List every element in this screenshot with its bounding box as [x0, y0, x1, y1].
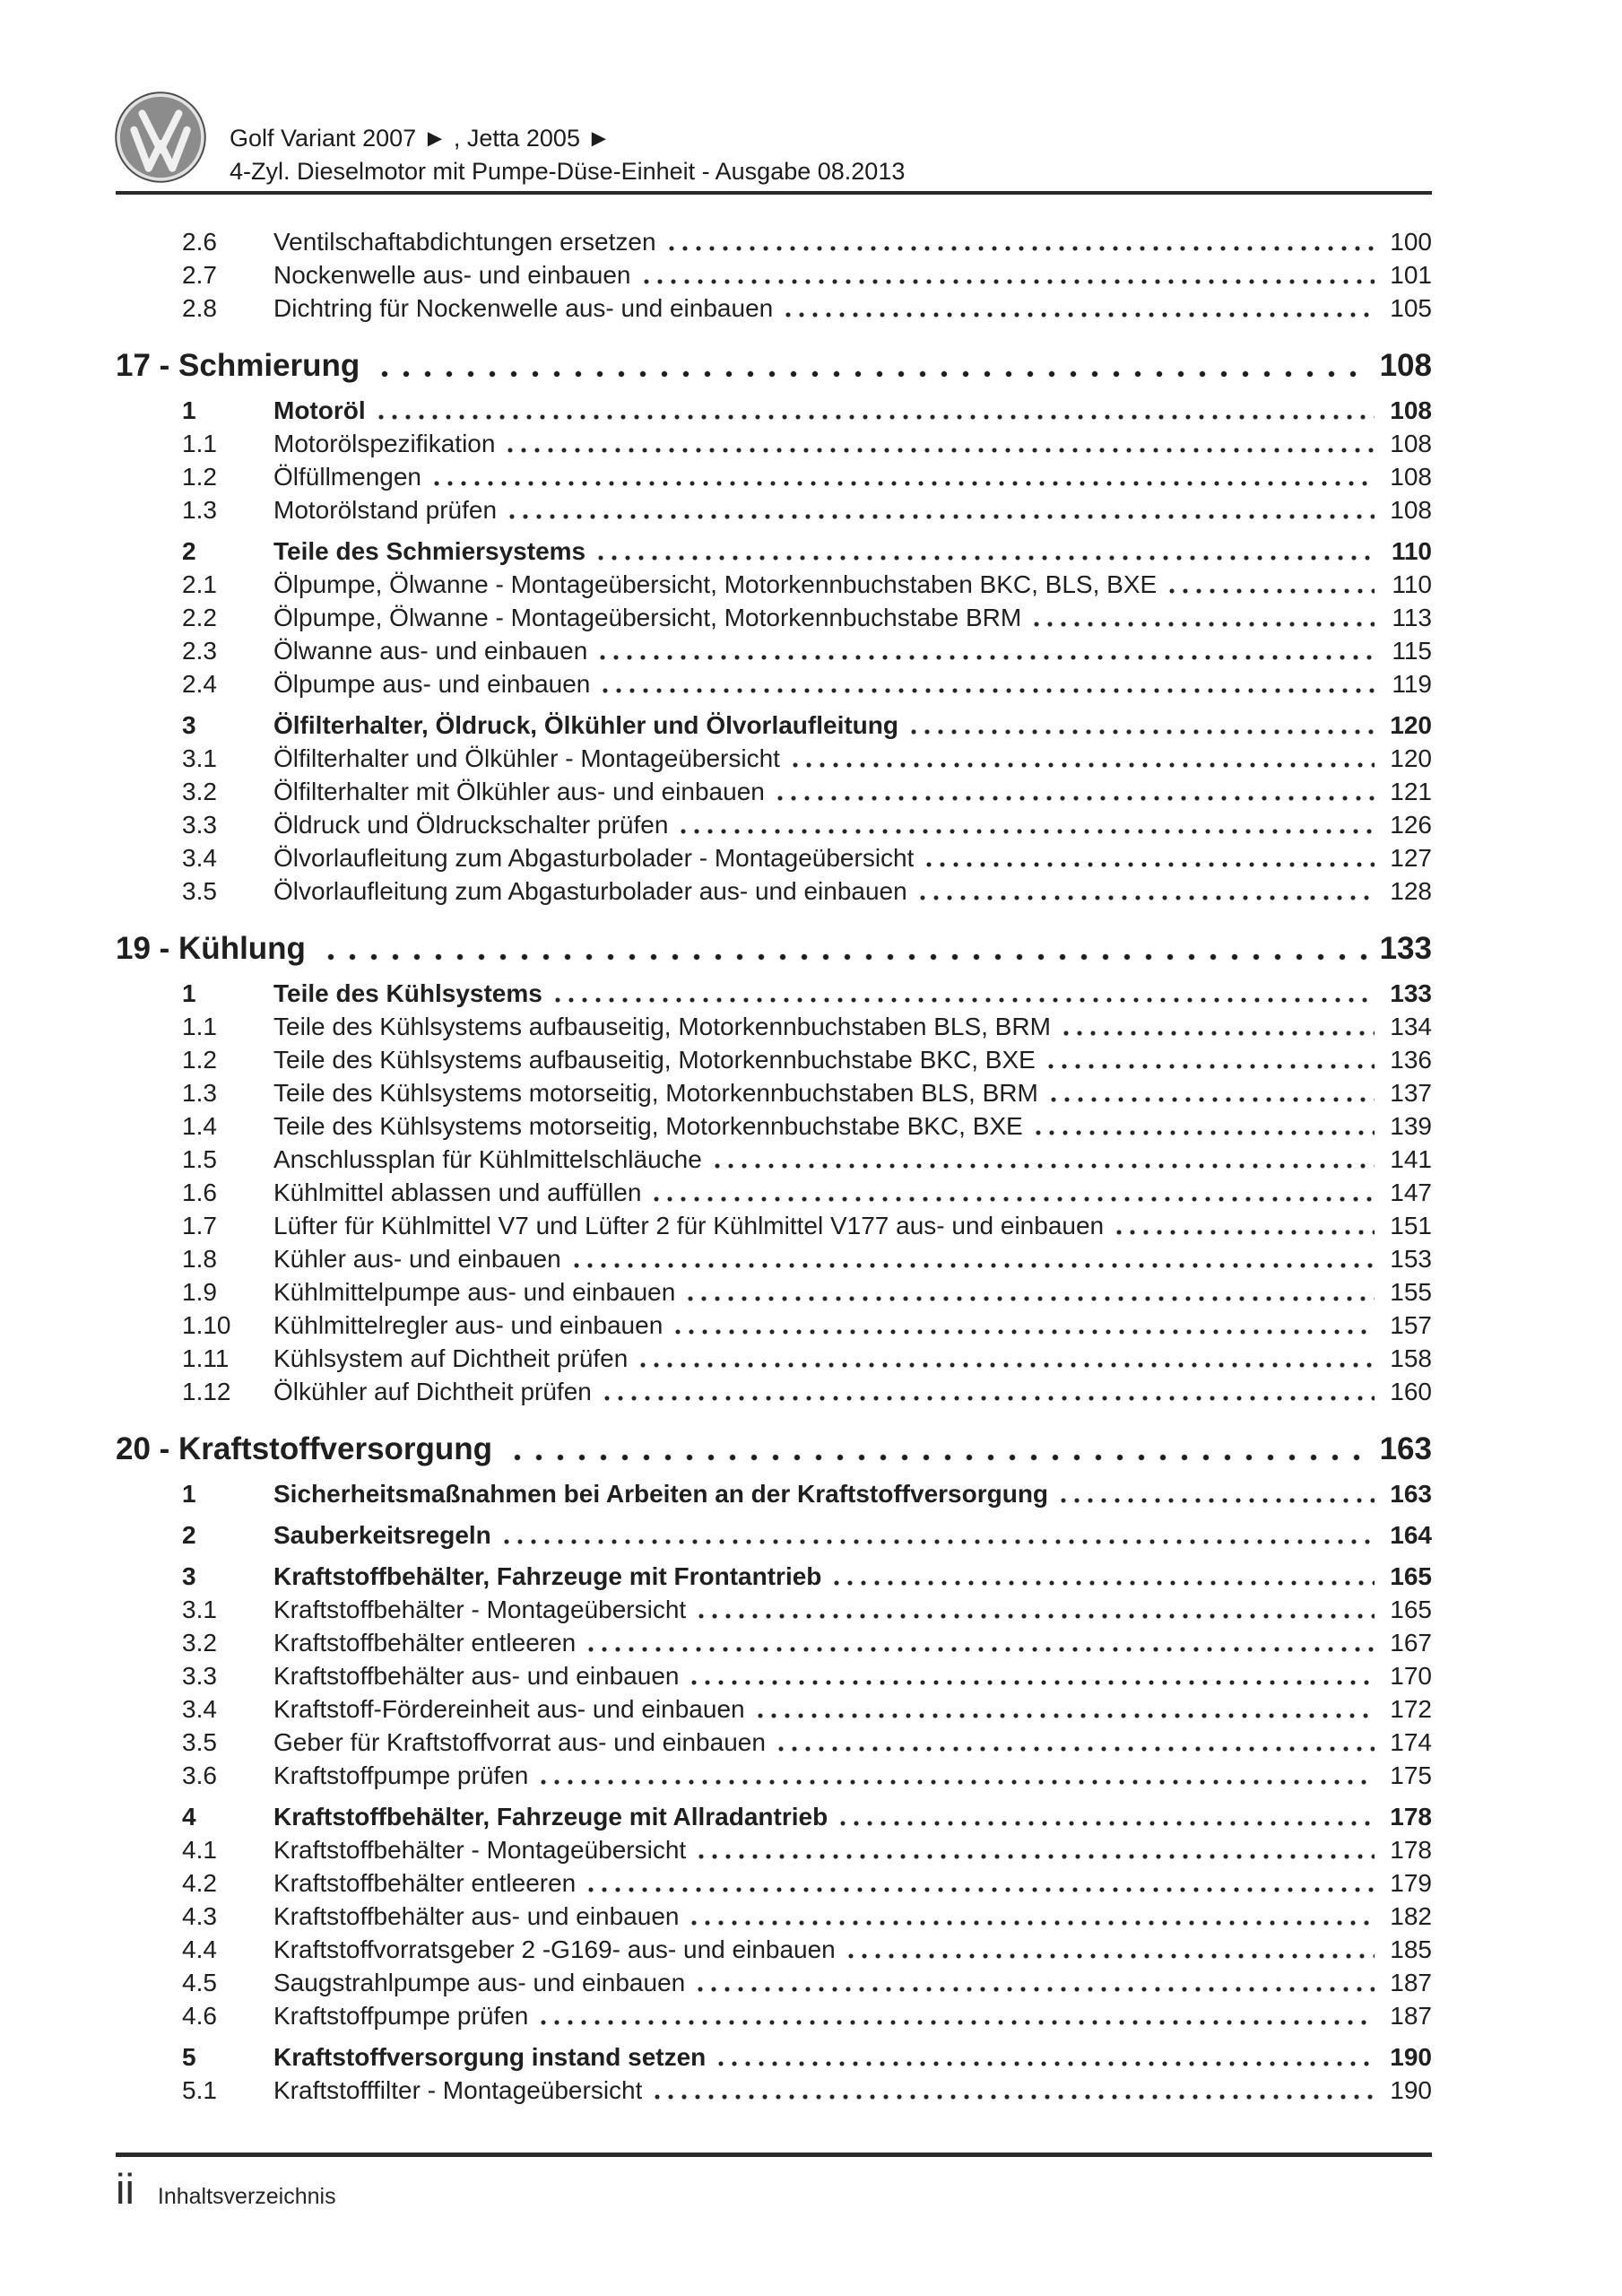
entry-title: Teile des Kühlsystems aufbauseitig, Motorkennbuchstaben BLS, BRM — [273, 1013, 1051, 1040]
toc-entry — [182, 743, 1432, 776]
dot-leader — [1063, 1030, 1375, 1037]
entry-number: 4.6 — [182, 2002, 217, 2030]
footer-section-label: Inhaltsverzeichnis — [157, 2184, 336, 2209]
toc-entry — [182, 1044, 1432, 1077]
toc-entry — [182, 1760, 1432, 1793]
entry-page-number: 167 — [1390, 1629, 1432, 1657]
entry-title: Ölvorlaufleitung zum Abgasturbolader aus- und einbauen — [273, 877, 907, 905]
dot-leader — [504, 1538, 1375, 1545]
dot-leader — [698, 1613, 1375, 1620]
entry-page-number: 157 — [1390, 1311, 1432, 1339]
entry-page-number: 101 — [1390, 261, 1432, 289]
entry-number: 2.8 — [182, 294, 217, 322]
entry-number: 3.5 — [182, 877, 217, 905]
dot-leader — [541, 2019, 1375, 2026]
entry-title: Kraftstoffbehälter aus- und einbauen — [273, 1662, 680, 1690]
entry-title: Kraftstoffbehälter - Montageübersicht — [273, 1596, 687, 1623]
entry-page-number: 178 — [1390, 1836, 1432, 1864]
entry-title: Teile des Kühlsystems motorseitig, Motorkennbuchstaben BLS, BRM — [273, 1079, 1038, 1107]
entry-number: 3 — [182, 711, 196, 739]
dot-leader — [327, 952, 1369, 961]
entry-number: 4.5 — [182, 1969, 217, 1996]
dot-leader — [509, 513, 1375, 520]
entry-page-number: 108 — [1390, 496, 1432, 524]
entry-number: 4.4 — [182, 1935, 217, 1963]
entry-page-number: 190 — [1390, 2076, 1432, 2104]
toc-entry — [182, 842, 1432, 875]
toc-entry — [182, 1210, 1432, 1243]
header-text — [230, 122, 905, 188]
chapter-label: 19 - Kühlung — [116, 931, 306, 966]
dot-leader — [514, 1453, 1369, 1462]
entry-title: Kraftstoffbehälter aus- und einbauen — [273, 1902, 680, 1930]
entry-number: 1.4 — [182, 1112, 217, 1140]
toc-entry — [182, 1726, 1432, 1760]
entry-number: 1.10 — [182, 1311, 231, 1339]
dot-leader — [688, 1295, 1375, 1302]
entry-page-number: 120 — [1390, 711, 1432, 739]
entry-number: 1.8 — [182, 1245, 217, 1273]
entry-page-number: 119 — [1392, 670, 1432, 698]
toc-entry — [182, 1967, 1432, 2000]
entry-page-number: 128 — [1390, 877, 1432, 905]
entry-title: Kraftstoffpumpe prüfen — [273, 1761, 529, 1789]
toc-entry — [182, 1144, 1432, 1177]
entry-page-number: 155 — [1390, 1278, 1432, 1306]
entry-number: 4 — [182, 1803, 196, 1831]
entry-page-number: 108 — [1390, 463, 1432, 491]
entry-number: 2 — [182, 537, 196, 565]
entry-page-number: 182 — [1390, 1902, 1432, 1930]
chapter-page-number: 133 — [1379, 931, 1432, 966]
toc-entry — [182, 2041, 1432, 2074]
dot-leader — [598, 554, 1375, 561]
entry-page-number: 153 — [1390, 1245, 1432, 1273]
dot-leader — [698, 1986, 1375, 1993]
entry-title: Ölpumpe, Ölwanne - Montageübersicht, Motorkennbuchstaben BKC, BLS, BXE — [273, 570, 1158, 598]
entry-title: Sicherheitsmaßnahmen bei Arbeiten an der Kraftstoffversorgung — [273, 1480, 1049, 1508]
dot-leader — [669, 245, 1375, 252]
entry-number: 3 — [182, 1562, 196, 1590]
dot-leader — [926, 861, 1375, 868]
dot-leader — [718, 2060, 1375, 2067]
entry-page-number: 126 — [1390, 811, 1432, 839]
dot-leader — [588, 1646, 1375, 1653]
entry-number: 1.1 — [182, 430, 217, 457]
entry-title: Kühlmittelregler aus- und einbauen — [273, 1311, 664, 1339]
entry-page-number: 134 — [1390, 1013, 1432, 1040]
toc-entry — [182, 1177, 1432, 1210]
dot-leader — [848, 1952, 1375, 1960]
entry-number: 1.12 — [182, 1378, 231, 1405]
toc-entry — [182, 1934, 1432, 1967]
vw-logo-icon — [115, 91, 206, 183]
entry-number: 4.1 — [182, 1836, 217, 1864]
dot-leader — [1169, 587, 1375, 595]
entry-title: Motoröl — [273, 396, 366, 424]
toc-entry — [182, 494, 1432, 527]
entry-title: Ölvorlaufleitung zum Abgasturbolader - Montageübersicht — [273, 844, 915, 872]
entry-page-number: 120 — [1390, 744, 1432, 772]
entry-number: 3.3 — [182, 811, 217, 839]
entry-title: Teile des Kühlsystems aufbauseitig, Motorkennbuchstabe BKC, BXE — [273, 1046, 1036, 1074]
entry-number: 3.3 — [182, 1662, 217, 1690]
dot-leader — [555, 996, 1375, 1004]
entry-number: 3.6 — [182, 1761, 217, 1789]
entry-number: 2.3 — [182, 637, 217, 665]
entry-number: 5.1 — [182, 2076, 217, 2104]
header-edition-line: 4-Zyl. Dieselmotor mit Pumpe-Düse-Einheit - Ausgabe 08.2013 — [230, 158, 906, 185]
entry-number: 1.3 — [182, 496, 217, 524]
toc-entry — [182, 602, 1432, 635]
dot-leader — [1051, 1096, 1375, 1103]
entry-page-number: 165 — [1390, 1562, 1432, 1590]
entry-title: Kühlsystem auf Dichtheit prüfen — [273, 1344, 629, 1372]
dot-leader — [911, 728, 1375, 735]
dot-leader — [1116, 1229, 1375, 1236]
entry-page-number: 110 — [1391, 537, 1432, 565]
entry-page-number: 113 — [1392, 604, 1432, 631]
entry-number: 4.2 — [182, 1869, 217, 1897]
entry-title: Ölwanne aus- und einbauen — [273, 637, 588, 665]
toc-entry — [182, 428, 1432, 461]
toc-list — [116, 226, 1432, 2108]
entry-title: Kühlmittel ablassen und auffüllen — [273, 1178, 642, 1206]
dot-leader — [698, 1853, 1375, 1860]
entry-number: 1.2 — [182, 1046, 217, 1074]
dot-leader — [758, 1712, 1375, 1719]
dot-leader — [1048, 1063, 1375, 1070]
toc-entry — [182, 1276, 1432, 1309]
entry-number: 3.2 — [182, 1629, 217, 1657]
toc-entry — [182, 259, 1432, 292]
entry-number: 1.2 — [182, 463, 217, 491]
chapter-page-number: 163 — [1379, 1431, 1432, 1466]
toc-entry — [182, 2000, 1432, 2033]
entry-number: 1.7 — [182, 1212, 217, 1239]
entry-page-number: 172 — [1390, 1695, 1432, 1723]
dot-leader — [777, 795, 1375, 802]
entry-page-number: 136 — [1390, 1046, 1432, 1074]
entry-number: 5 — [182, 2043, 196, 2071]
header-divider — [116, 191, 1432, 195]
chapter-label: 20 - Kraftstoffversorgung — [116, 1431, 493, 1466]
toc-entry — [182, 1900, 1432, 1934]
toc-entry — [182, 1693, 1432, 1726]
toc-entry — [182, 2074, 1432, 2108]
entry-page-number: 110 — [1392, 570, 1432, 598]
entry-title: Anschlussplan für Kühlmittelschläuche — [273, 1145, 702, 1173]
entry-page-number: 158 — [1390, 1344, 1432, 1372]
dot-leader — [574, 1262, 1375, 1269]
entry-number: 1 — [182, 979, 196, 1007]
entry-number: 1 — [182, 396, 196, 424]
footer-divider — [116, 2152, 1432, 2157]
dot-leader — [604, 1395, 1375, 1402]
toc-entry — [182, 1594, 1432, 1627]
toc-entry — [182, 1627, 1432, 1660]
entry-title: Kühler aus- und einbauen — [273, 1245, 561, 1273]
entry-number: 2 — [182, 1521, 196, 1549]
toc-entry — [182, 226, 1432, 259]
entry-title: Teile des Kühlsystems — [273, 979, 542, 1007]
toc-entry — [182, 1376, 1432, 1409]
dot-leader — [778, 1745, 1375, 1752]
dot-leader — [507, 447, 1375, 454]
dot-leader — [381, 370, 1369, 378]
entry-number: 3.1 — [182, 744, 217, 772]
dot-leader — [378, 413, 1375, 421]
toc-entry — [182, 1011, 1432, 1044]
entry-page-number: 127 — [1390, 844, 1432, 872]
entry-number: 1 — [182, 1480, 196, 1508]
toc-entry — [182, 978, 1432, 1011]
entry-title: Kraftstoffversorgung instand setzen — [273, 2043, 707, 2071]
toc-entry — [182, 569, 1432, 602]
entry-number: 1.11 — [182, 1344, 230, 1372]
entry-number: 1.6 — [182, 1178, 217, 1206]
toc-entry — [182, 776, 1432, 809]
entry-title: Motorölstand prüfen — [273, 496, 498, 524]
dot-leader — [840, 1820, 1375, 1827]
entry-page-number: 190 — [1390, 2043, 1432, 2071]
dot-leader — [603, 687, 1375, 694]
header-model-line: Golf Variant 2007 ► , Jetta 2005 ► — [230, 125, 612, 152]
entry-number: 2.6 — [182, 228, 217, 256]
toc-entry — [182, 1243, 1432, 1276]
entry-page-number: 121 — [1390, 778, 1432, 805]
entry-number: 2.4 — [182, 670, 217, 698]
toc-entry — [182, 1077, 1432, 1110]
toc-entry — [182, 1801, 1432, 1834]
entry-title: Ölfüllmengen — [273, 463, 421, 491]
entry-title: Kraftstoffbehälter, Fahrzeuge mit Allradantrieb — [273, 1803, 828, 1831]
entry-page-number: 185 — [1390, 1935, 1432, 1963]
entry-number: 3.2 — [182, 778, 217, 805]
entry-page-number: 164 — [1390, 1521, 1432, 1549]
dot-leader — [600, 654, 1375, 661]
entry-page-number: 163 — [1390, 1480, 1432, 1508]
toc-entry — [182, 875, 1432, 909]
entry-number: 4.3 — [182, 1902, 217, 1930]
dot-leader — [675, 1328, 1375, 1335]
dot-leader — [1034, 621, 1375, 628]
toc-entry — [182, 709, 1432, 743]
toc-chapter-heading — [116, 344, 1432, 387]
entry-page-number: 170 — [1390, 1662, 1432, 1690]
entry-page-number: 187 — [1390, 2002, 1432, 2030]
entry-title: Teile des Schmiersystems — [273, 537, 586, 565]
entry-page-number: 105 — [1390, 294, 1432, 322]
chapter-label: 17 - Schmierung — [116, 348, 360, 383]
toc-entry — [182, 668, 1432, 701]
entry-title: Ölkühler auf Dichtheit prüfen — [273, 1378, 592, 1405]
entry-number: 2.1 — [182, 570, 217, 598]
entry-title: Ölpumpe, Ölwanne - Montageübersicht, Motorkennbuchstabe BRM — [273, 604, 1022, 631]
toc-entry — [182, 292, 1432, 326]
entry-title: Motorölspezifikation — [273, 430, 496, 457]
entry-page-number: 137 — [1390, 1079, 1432, 1107]
dot-leader — [691, 1679, 1375, 1686]
entry-title: Saugstrahlpumpe aus- und einbauen — [273, 1969, 686, 1996]
entry-title: Dichtring für Nockenwelle aus- und einbauen — [273, 294, 774, 322]
dot-leader — [834, 1579, 1375, 1587]
dot-leader — [654, 1196, 1375, 1203]
entry-title: Ölfilterhalter und Ölkühler - Montageübersicht — [273, 744, 780, 772]
entry-number: 1.1 — [182, 1013, 217, 1040]
entry-title: Ölfilterhalter, Öldruck, Ölkühler und Ölvorlaufleitung — [273, 711, 898, 739]
toc-entry — [182, 809, 1432, 842]
entry-title: Teile des Kühlsystems motorseitig, Motorkennbuchstabe BKC, BXE — [273, 1112, 1023, 1140]
chapter-page-number: 108 — [1379, 348, 1432, 383]
entry-title: Kraftstoffbehälter, Fahrzeuge mit Frontantrieb — [273, 1562, 822, 1590]
entry-number: 3.4 — [182, 844, 217, 872]
toc-entry — [182, 1519, 1432, 1552]
entry-title: Lüfter für Kühlmittel V7 und Lüfter 2 für Kühlmittel V177 aus- und einbauen — [273, 1212, 1105, 1239]
entry-number: 3.4 — [182, 1695, 217, 1723]
toc-entry — [182, 1478, 1432, 1511]
entry-title: Kraftstoffpumpe prüfen — [273, 2002, 529, 2030]
entry-page-number: 178 — [1390, 1803, 1432, 1831]
entry-page-number: 108 — [1390, 396, 1432, 424]
entry-number: 2.2 — [182, 604, 217, 631]
entry-page-number: 141 — [1390, 1145, 1432, 1173]
entry-page-number: 151 — [1390, 1212, 1432, 1239]
entry-page-number: 108 — [1390, 430, 1432, 457]
entry-number: 1.9 — [182, 1278, 217, 1306]
entry-page-number: 133 — [1390, 979, 1432, 1007]
entry-title: Kraftstoff-Fördereinheit aus- und einbauen — [273, 1695, 745, 1723]
entry-title: Kraftstoffvorratsgeber 2 -G169- aus- und einbauen — [273, 1935, 836, 1963]
dot-leader — [541, 1779, 1375, 1786]
entry-page-number: 100 — [1390, 228, 1432, 256]
toc-entry — [182, 1110, 1432, 1144]
entry-page-number: 160 — [1390, 1378, 1432, 1405]
entry-title: Nockenwelle aus- und einbauen — [273, 261, 631, 289]
entry-page-number: 147 — [1390, 1178, 1432, 1206]
entry-title: Kraftstoffbehälter - Montageübersicht — [273, 1836, 687, 1864]
toc-chapter-heading — [116, 927, 1432, 970]
entry-number: 3.1 — [182, 1596, 217, 1623]
entry-page-number: 115 — [1392, 637, 1432, 665]
dot-leader — [920, 894, 1375, 901]
footer-page-number: ii — [116, 2165, 134, 2213]
entry-title: Ölpumpe aus- und einbauen — [273, 670, 591, 698]
dot-leader — [691, 1919, 1375, 1926]
entry-title: Kühlmittelpumpe aus- und einbauen — [273, 1278, 676, 1306]
entry-page-number: 179 — [1390, 1869, 1432, 1897]
toc-entry — [182, 535, 1432, 569]
dot-leader — [715, 1162, 1375, 1170]
toc-entry — [182, 1309, 1432, 1343]
dot-leader — [588, 1886, 1375, 1893]
entry-title: Sauberkeitsregeln — [273, 1521, 491, 1549]
toc-entry — [182, 1343, 1432, 1376]
toc-entry — [182, 1867, 1432, 1900]
entry-page-number: 174 — [1390, 1728, 1432, 1756]
page-footer — [116, 2167, 336, 2212]
toc-entry — [182, 1561, 1432, 1594]
entry-title: Kraftstoffbehälter entleeren — [273, 1869, 577, 1897]
toc-chapter-heading — [116, 1428, 1432, 1470]
entry-page-number: 187 — [1390, 1969, 1432, 1996]
entry-title: Öldruck und Öldruckschalter prüfen — [273, 811, 669, 839]
dot-leader — [793, 761, 1375, 769]
toc-entry — [182, 395, 1432, 428]
dot-leader — [1036, 1129, 1375, 1136]
entry-number: 1.5 — [182, 1145, 217, 1173]
toc-entry — [182, 1660, 1432, 1693]
dot-leader — [434, 480, 1375, 487]
entry-title: Kraftstoffbehälter entleeren — [273, 1629, 577, 1657]
entry-title: Ölfilterhalter mit Ölkühler aus- und einbauen — [273, 778, 765, 805]
entry-title: Kraftstofffilter - Montageübersicht — [273, 2076, 643, 2104]
toc-entry — [182, 461, 1432, 494]
entry-page-number: 175 — [1390, 1761, 1432, 1789]
entry-page-number: 139 — [1390, 1112, 1432, 1140]
dot-leader — [644, 278, 1375, 285]
dot-leader — [655, 2093, 1375, 2100]
entry-number: 2.7 — [182, 261, 217, 289]
entry-title: Geber für Kraftstoffvorrat aus- und einbauen — [273, 1728, 766, 1756]
dot-leader — [640, 1361, 1375, 1369]
toc-entry — [182, 635, 1432, 668]
entry-page-number: 165 — [1390, 1596, 1432, 1623]
entry-title: Ventilschaftabdichtungen ersetzen — [273, 228, 656, 256]
dot-leader — [1061, 1497, 1375, 1504]
entry-number: 3.5 — [182, 1728, 217, 1756]
dot-leader — [681, 828, 1375, 835]
toc-entry — [182, 1834, 1432, 1867]
entry-number: 1.3 — [182, 1079, 217, 1107]
dot-leader — [785, 311, 1375, 318]
